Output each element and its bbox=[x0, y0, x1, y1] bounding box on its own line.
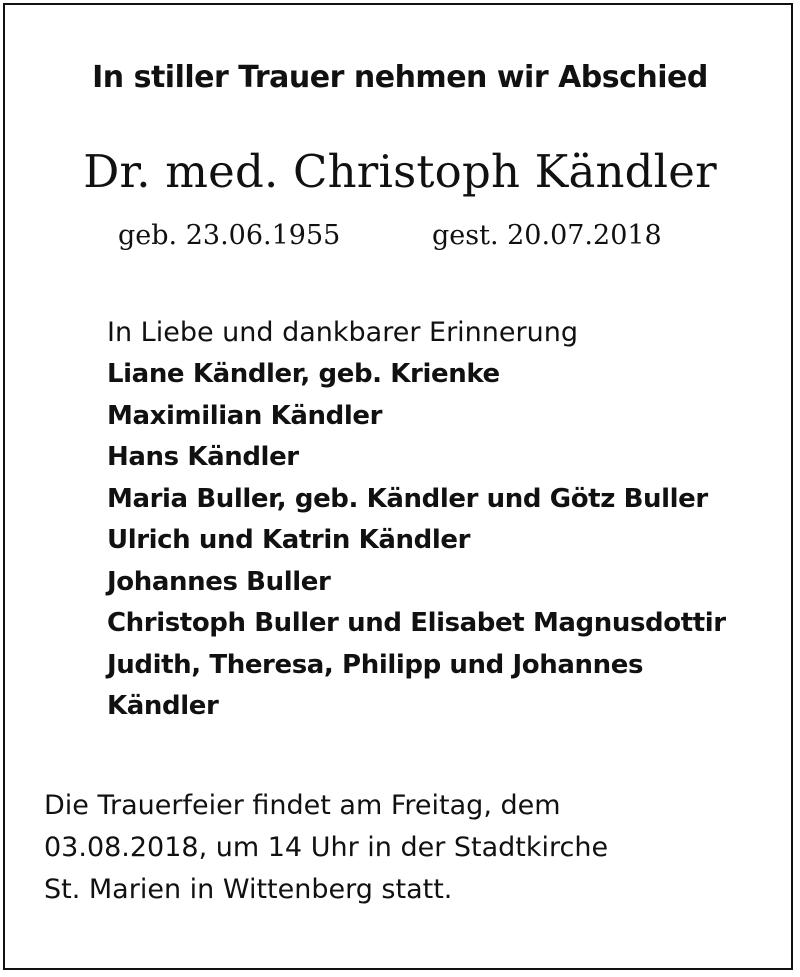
mourner-line: Hans Kändler bbox=[107, 442, 299, 472]
funeral-notice bbox=[44, 785, 784, 911]
notice-line: 03.08.2018, um 14 Uhr in der Stadtkirche bbox=[44, 832, 609, 863]
mourner-line: Judith, Theresa, Philipp und Johannes bbox=[107, 649, 644, 680]
mourner-line: Ulrich und Katrin Kändler bbox=[107, 525, 471, 555]
notice-line: St. Marien in Wittenberg statt. bbox=[44, 874, 453, 905]
mourner-line: Maria Buller, geb. Kändler und Götz Buller bbox=[107, 483, 708, 514]
mourner-line: Maximilian Kändler bbox=[107, 400, 383, 431]
mourner-line: Johannes Buller bbox=[107, 566, 331, 597]
birth-date: geb. 23.06.1955 bbox=[118, 220, 341, 251]
mourners-block bbox=[107, 312, 787, 728]
deceased-name: Dr. med. Christoph Kändler bbox=[83, 145, 717, 198]
mourner-line: Kändler bbox=[107, 691, 219, 721]
death-date: gest. 20.07.2018 bbox=[432, 220, 662, 251]
mourners-intro: In Liebe und dankbarer Erinnerung bbox=[107, 317, 578, 348]
notice-line: Die Trauerfeier findet am Freitag, dem bbox=[44, 790, 561, 821]
obituary-heading: In stiller Trauer nehmen wir Abschied bbox=[92, 60, 708, 95]
mourner-line: Christoph Buller und Elisabet Magnusdottir bbox=[107, 608, 726, 638]
mourner-line: Liane Kändler, geb. Krienke bbox=[107, 359, 500, 389]
